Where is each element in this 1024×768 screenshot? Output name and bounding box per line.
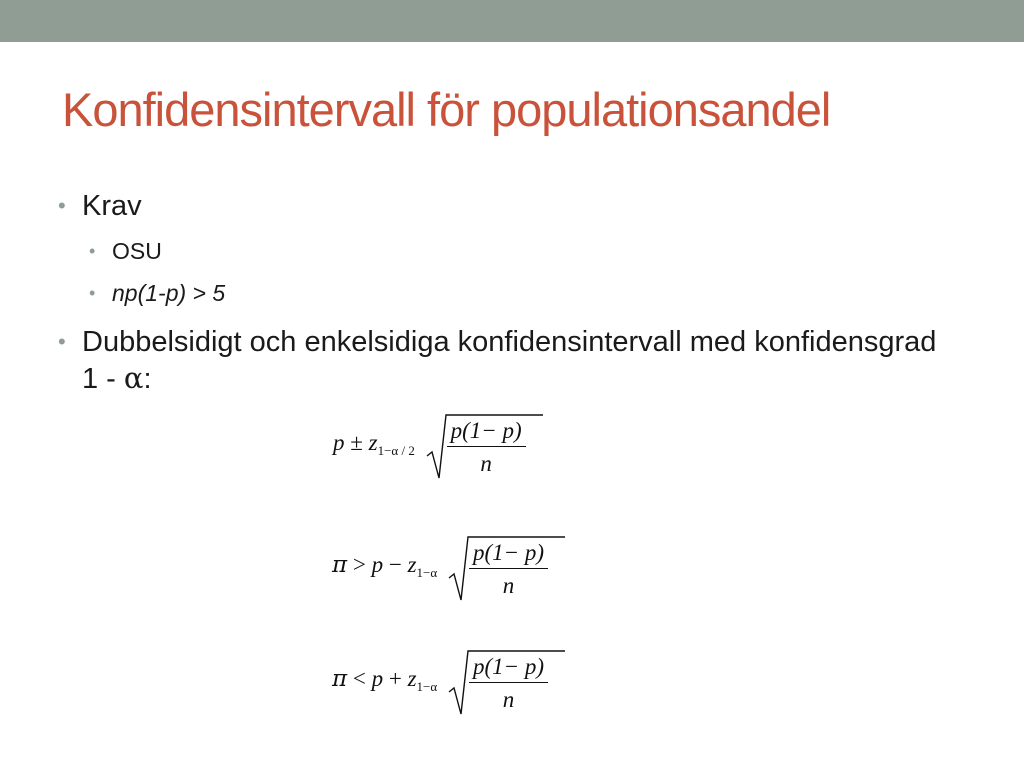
f1-p: p (333, 429, 345, 455)
bullet-list (56, 188, 956, 397)
formula-upper-bound (332, 648, 550, 713)
f2-denominator: n (502, 573, 515, 598)
bullet-krav-text: Krav (82, 190, 142, 222)
f1-plusminus: ± (350, 429, 363, 455)
f2-pi: π (332, 551, 348, 578)
slide-title: Konfidensintervall för populationsandel (62, 83, 831, 136)
bullet-np-condition (82, 272, 956, 314)
f3-sqrt (447, 648, 550, 713)
f1-radical-icon (425, 412, 545, 484)
f1-z: z (368, 429, 378, 455)
bullet-krav (56, 188, 956, 314)
f2-minus: − (388, 551, 402, 577)
f1-sqrt (425, 412, 528, 477)
formula-lower-bound (332, 534, 550, 599)
f3-z: z (407, 665, 417, 691)
formula-two-sided (333, 412, 528, 477)
krav-sub-list (82, 230, 956, 314)
alpha-symbol: α (123, 361, 144, 395)
f3-numerator: p(1− p) (469, 648, 548, 683)
f1-denominator: n (480, 451, 492, 476)
f2-z: z (407, 551, 417, 577)
np-condition-rest: > 5 (186, 280, 226, 306)
top-bar (0, 0, 1024, 42)
f3-pi: π (332, 665, 348, 692)
f3-radical-icon (447, 648, 567, 720)
f3-p: p (371, 665, 384, 691)
f3-plus: + (388, 665, 402, 691)
f2-gt: > (352, 551, 366, 577)
bullet-dubbelsidigt (56, 324, 956, 397)
bullet-osu-text: OSU (112, 238, 162, 264)
f2-radical-icon (447, 534, 567, 606)
f3-denominator: n (502, 687, 515, 712)
f3-lt: < (352, 665, 366, 691)
colon: : (143, 363, 152, 395)
f1-numerator: p(1− p) (447, 412, 526, 447)
f3-z-index: 1−α (416, 678, 438, 694)
np-condition-expr: np(1-p) (112, 280, 187, 306)
f2-sqrt (447, 534, 550, 599)
bullet-dubbelsidigt-text: Dubbelsidigt och enkelsidiga konfidensintervall med konfidensgrad 1 - (82, 326, 937, 395)
f2-z-index: 1−α (416, 564, 438, 580)
f1-z-index: 1−α / 2 (377, 442, 415, 458)
f2-p: p (371, 551, 384, 577)
bullet-osu (82, 230, 956, 272)
f2-numerator: p(1− p) (469, 534, 548, 569)
